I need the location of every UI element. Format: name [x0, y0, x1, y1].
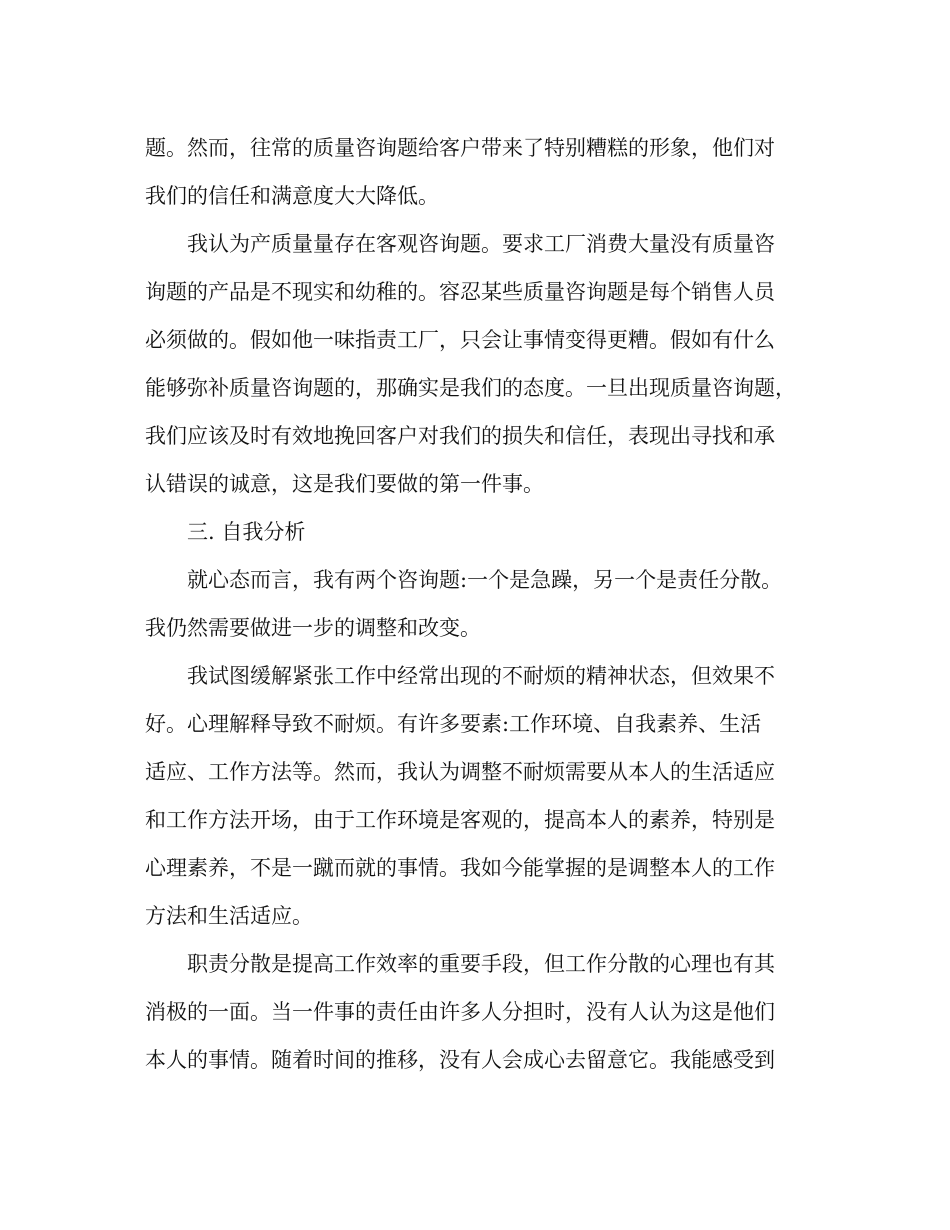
paragraph-start-line: 职责分散是提高工作效率的重要手段，但工作分散的心理也有其: [187, 952, 775, 976]
body-text: [145, 124, 825, 1084]
text-line: 我仍然需要做进一步的调整和改变。: [145, 616, 481, 640]
text-line: 询题的产品是不现实和幼稚的。容忍某些质量咨询题是每个销售人员: [145, 280, 775, 304]
text-line: 方法和生活适应。: [145, 904, 313, 928]
text-line: 能够弥补质量咨询题的，那确实是我们的态度。一旦出现质量咨询题，: [145, 376, 796, 400]
text-line: 消极的一面。当一件事的责任由许多人分担时，没有人认为这是他们: [145, 1000, 775, 1024]
paragraph-start-line: 就心态而言，我有两个咨询题:一个是急躁，另一个是责任分散。: [187, 568, 783, 592]
paragraph-start-line: 我认为产质量量存在客观咨询题。要求工厂消费大量没有质量咨: [187, 232, 775, 256]
text-line: 适应、工作方法等。然而，我认为调整不耐烦需要从本人的生活适应: [145, 760, 775, 784]
section-heading: 三. 自我分析: [187, 520, 306, 544]
text-line: 本人的事情。随着时间的推移，没有人会成心去留意它。我能感受到: [145, 1048, 775, 1072]
text-line: 和工作方法开场，由于工作环境是客观的，提高本人的素养，特别是: [145, 808, 775, 832]
text-line: 认错误的诚意，这是我们要做的第一件事。: [145, 472, 544, 496]
text-line: 我们应该及时有效地挽回客户对我们的损失和信任，表现出寻找和承: [145, 424, 775, 448]
text-line: 我们的信任和满意度大大降低。: [145, 184, 439, 208]
text-line: 心理素养，不是一蹴而就的事情。我如今能掌握的是调整本人的工作: [145, 856, 775, 880]
text-line: 题。然而，往常的质量咨询题给客户带来了特别糟糕的形象，他们对: [145, 136, 775, 160]
text-line: 必须做的。假如他一味指责工厂，只会让事情变得更糟。假如有什么: [145, 328, 775, 352]
text-line: 好。心理解释导致不耐烦。有许多要素:工作环境、自我素养、生活: [145, 712, 762, 736]
paragraph-start-line: 我试图缓解紧张工作中经常出现的不耐烦的精神状态，但效果不: [187, 664, 775, 688]
